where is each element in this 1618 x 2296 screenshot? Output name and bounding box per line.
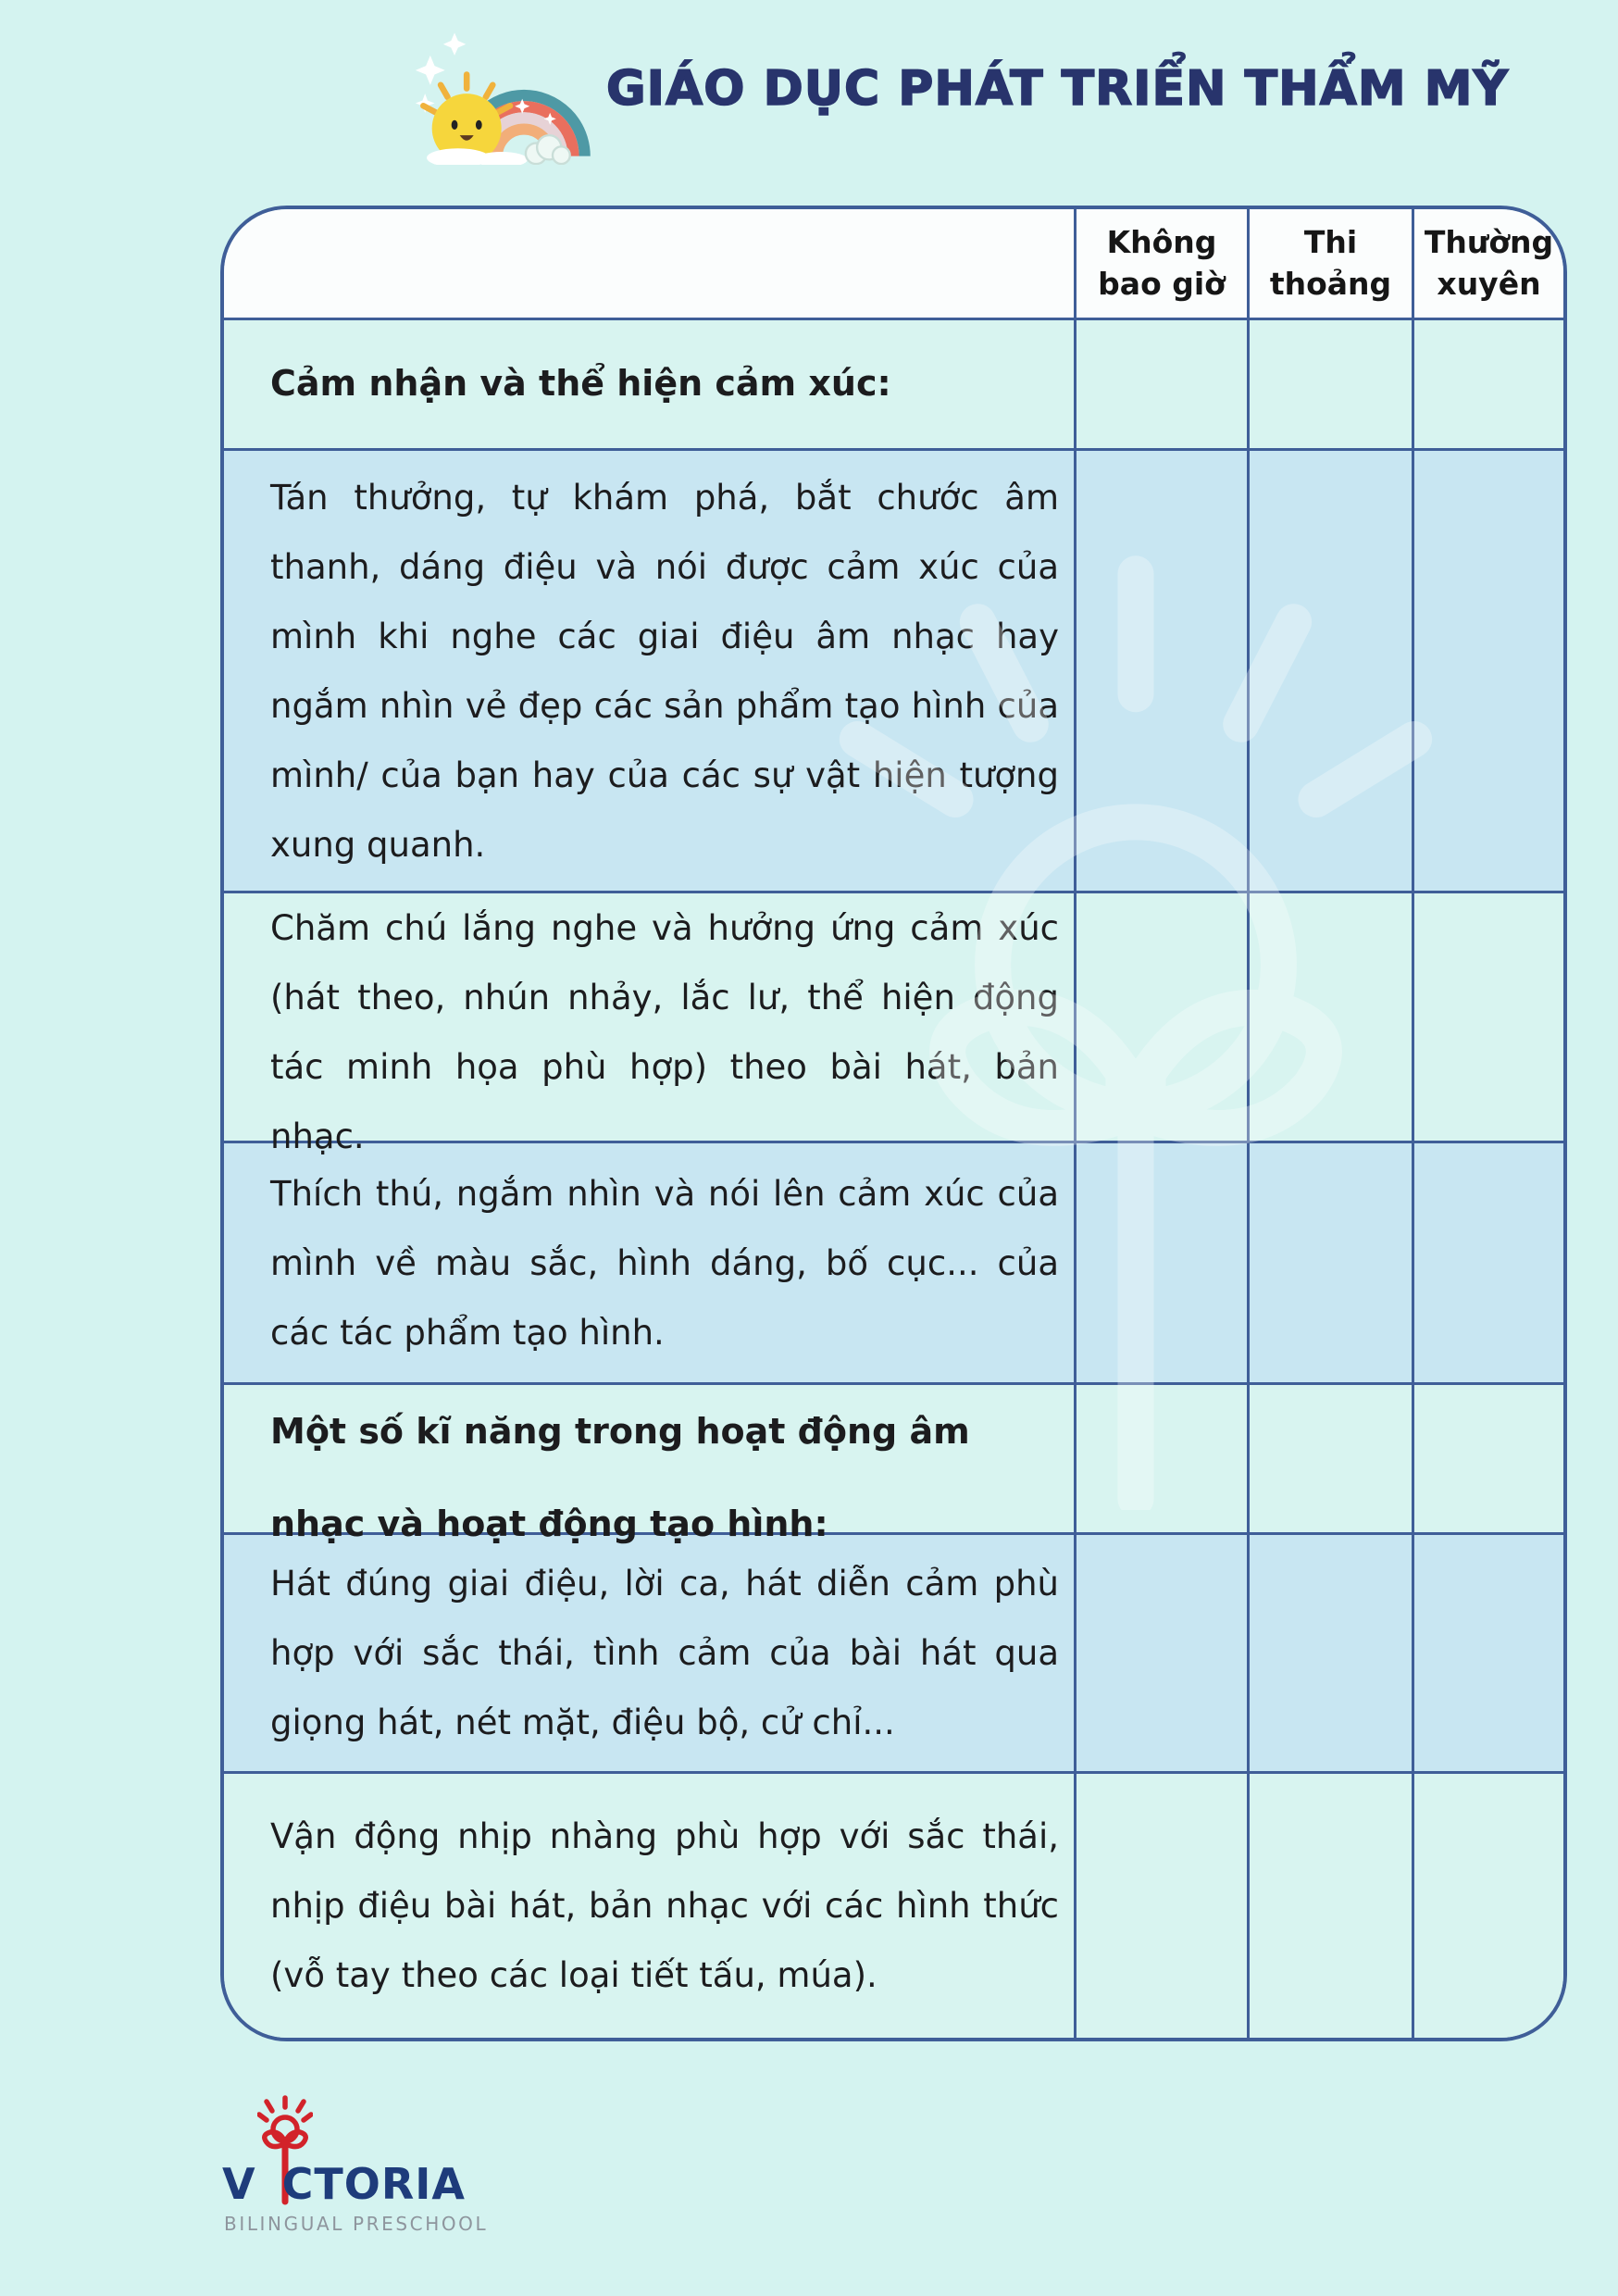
criterion-text: Chăm chú lắng nghe và hưởng ứng cảm xúc (hát theo, nhún nhảy, lắc lư, thể hiện động tác minh họa phù hợp) theo bài hát, bản nhạc. [270,908,1059,1156]
column-header-never: Không bao giờ [1074,209,1247,318]
answer-cell-never[interactable] [1074,1143,1247,1382]
answer-cell-sometimes[interactable] [1247,1774,1412,2038]
brand-tagline: BILINGUAL PRESCHOOL [224,2213,489,2235]
criterion-text: Hát đúng giai điệu, lời ca, hát diễn cảm phù hợp với sắc thái, tình cảm của bài hát qua giọng hát, nét mặt, điệu bộ, cử chỉ... [270,1564,1059,1742]
table-row [224,1532,1563,1771]
header-empty-cell [224,209,1074,318]
answer-cell-often[interactable] [1412,1774,1563,2038]
answer-cell-never[interactable] [1074,1535,1247,1771]
answer-cell-sometimes[interactable] [1247,893,1412,1171]
criterion-text: Thích thú, ngắm nhìn và nói lên cảm xúc của mình về màu sắc, hình dáng, bố cục... của các tác phẩm tạo hình. [270,1173,1059,1353]
answer-cell-often[interactable] [1412,1535,1563,1771]
table-header-row [224,209,1563,318]
column-header-sometimes: Thi thoảng [1247,209,1412,318]
answer-cell-never[interactable] [1074,320,1247,448]
answer-cell-often[interactable] [1412,1143,1563,1382]
table-row [224,891,1563,1156]
answer-cell-sometimes[interactable] [1247,320,1412,448]
table-row [224,1382,1563,1544]
criterion-text: Cảm nhận và thể hiện cảm xúc: [270,363,891,405]
answer-cell-often[interactable] [1412,893,1563,1171]
table-row [224,1141,1563,1382]
answer-cell-never[interactable] [1074,893,1247,1171]
brand-letter-v: V [222,2159,256,2209]
page-title: GIÁO DỤC PHÁT TRIỂN THẨM MỸ [606,61,1510,117]
criterion-text: Tán thưởng, tự khám phá, bắt chước âm thanh, dáng điệu và nói được cảm xúc của mình khi nghe các giai điệu âm nhạc hay ngắm nhìn vẻ đẹp các sản phẩm tạo hình của mình/ của bạn hay của các sự vật hiện tượng xung quanh. [270,477,1059,865]
column-header-often: Thường xuyên [1412,209,1563,318]
footer-brand [222,2094,489,2242]
answer-cell-never[interactable] [1074,1774,1247,2038]
answer-cell-never[interactable] [1074,451,1247,891]
table-row [224,1771,1563,2038]
answer-cell-often[interactable] [1412,451,1563,891]
brand-wordmark [222,2159,466,2209]
brand-letters-ctoria: CTORIA [281,2159,466,2209]
answer-cell-sometimes[interactable] [1247,1535,1412,1771]
answer-cell-sometimes[interactable] [1247,1143,1412,1382]
criterion-text: Một số kĩ năng trong hoạt động âm nhạc và hoạt động tạo hình: [270,1411,970,1544]
criterion-text: Vận động nhịp nhàng phù hợp với sắc thái, nhịp điệu bài hát, bản nhạc với các hình thức (vỗ tay theo các loại tiết tấu, múa). [270,1816,1059,1995]
table-row [224,318,1563,448]
answer-cell-sometimes[interactable] [1247,451,1412,891]
sun-rainbow-logo-icon [409,26,599,165]
assessment-table [220,206,1567,2041]
table-row [224,448,1563,891]
answer-cell-often[interactable] [1412,320,1563,448]
